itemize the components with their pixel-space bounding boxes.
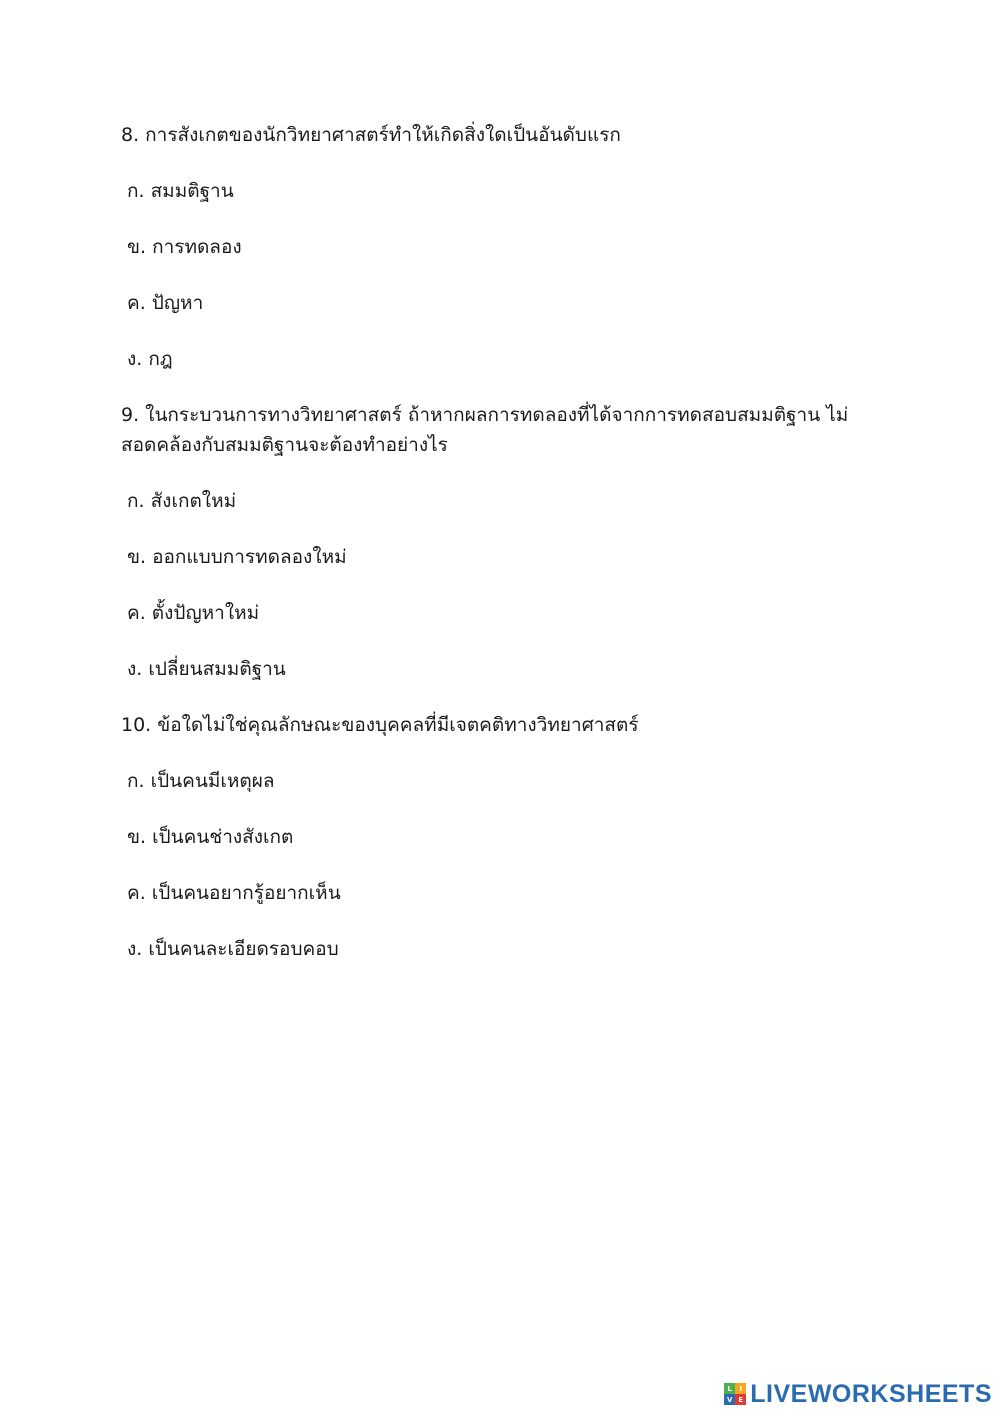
- logo-icon-letter-v: V: [724, 1394, 735, 1405]
- question-10-option-a[interactable]: ก. เป็นคนมีเหตุผล: [127, 770, 275, 792]
- question-8-text: 8. การสังเกตของนักวิทยาศาสตร์ทำให้เกิดสิ่งใดเป็นอันดับแรก: [121, 124, 621, 146]
- question-8-option-c[interactable]: ค. ปัญหา: [127, 292, 204, 314]
- question-9-option-c[interactable]: ค. ตั้งปัญหาใหม่: [127, 602, 260, 624]
- question-8: [121, 120, 881, 374]
- question-8-option-a[interactable]: ก. สมมติฐาน: [127, 180, 234, 202]
- logo-icon-letter-i: I: [735, 1383, 746, 1394]
- question-9-text-line1: 9. ในกระบวนการทางวิทยาศาสตร์ ถ้าหากผลการทดลองที่ได้จากการทดสอบสมมติฐาน ไม่: [121, 404, 849, 426]
- worksheet-content: [121, 120, 881, 990]
- question-9-option-b[interactable]: ข. ออกแบบการทดลองใหม่: [127, 546, 347, 568]
- question-9: [121, 400, 881, 684]
- question-9-text-line2: สอดคล้องกับสมมติฐานจะต้องทำอย่างไร: [121, 434, 448, 456]
- question-9-text: [121, 400, 881, 460]
- question-10-option-c[interactable]: ค. เป็นคนอยากรู้อยากเห็น: [127, 882, 341, 904]
- question-8-option-b[interactable]: ข. การทดลอง: [127, 236, 242, 258]
- question-9-option-a[interactable]: ก. สังเกตใหม่: [127, 490, 237, 512]
- liveworksheets-logo[interactable]: [724, 1381, 992, 1407]
- logo-icon-letter-e: E: [735, 1394, 746, 1405]
- liveworksheets-logo-icon: [724, 1383, 746, 1405]
- logo-icon-letter-l: L: [724, 1383, 735, 1394]
- question-10: [121, 710, 881, 964]
- question-8-option-d[interactable]: ง. กฎ: [127, 348, 173, 370]
- question-9-option-d[interactable]: ง. เปลี่ยนสมมติฐาน: [127, 658, 286, 680]
- question-10-option-b[interactable]: ข. เป็นคนช่างสังเกต: [127, 826, 294, 848]
- liveworksheets-logo-text: LIVEWORKSHEETS: [750, 1379, 992, 1408]
- question-10-option-d[interactable]: ง. เป็นคนละเอียดรอบคอบ: [127, 938, 339, 960]
- question-10-text: 10. ข้อใดไม่ใช่คุณลักษณะของบุคคลที่มีเจตคติทางวิทยาศาสตร์: [121, 714, 639, 736]
